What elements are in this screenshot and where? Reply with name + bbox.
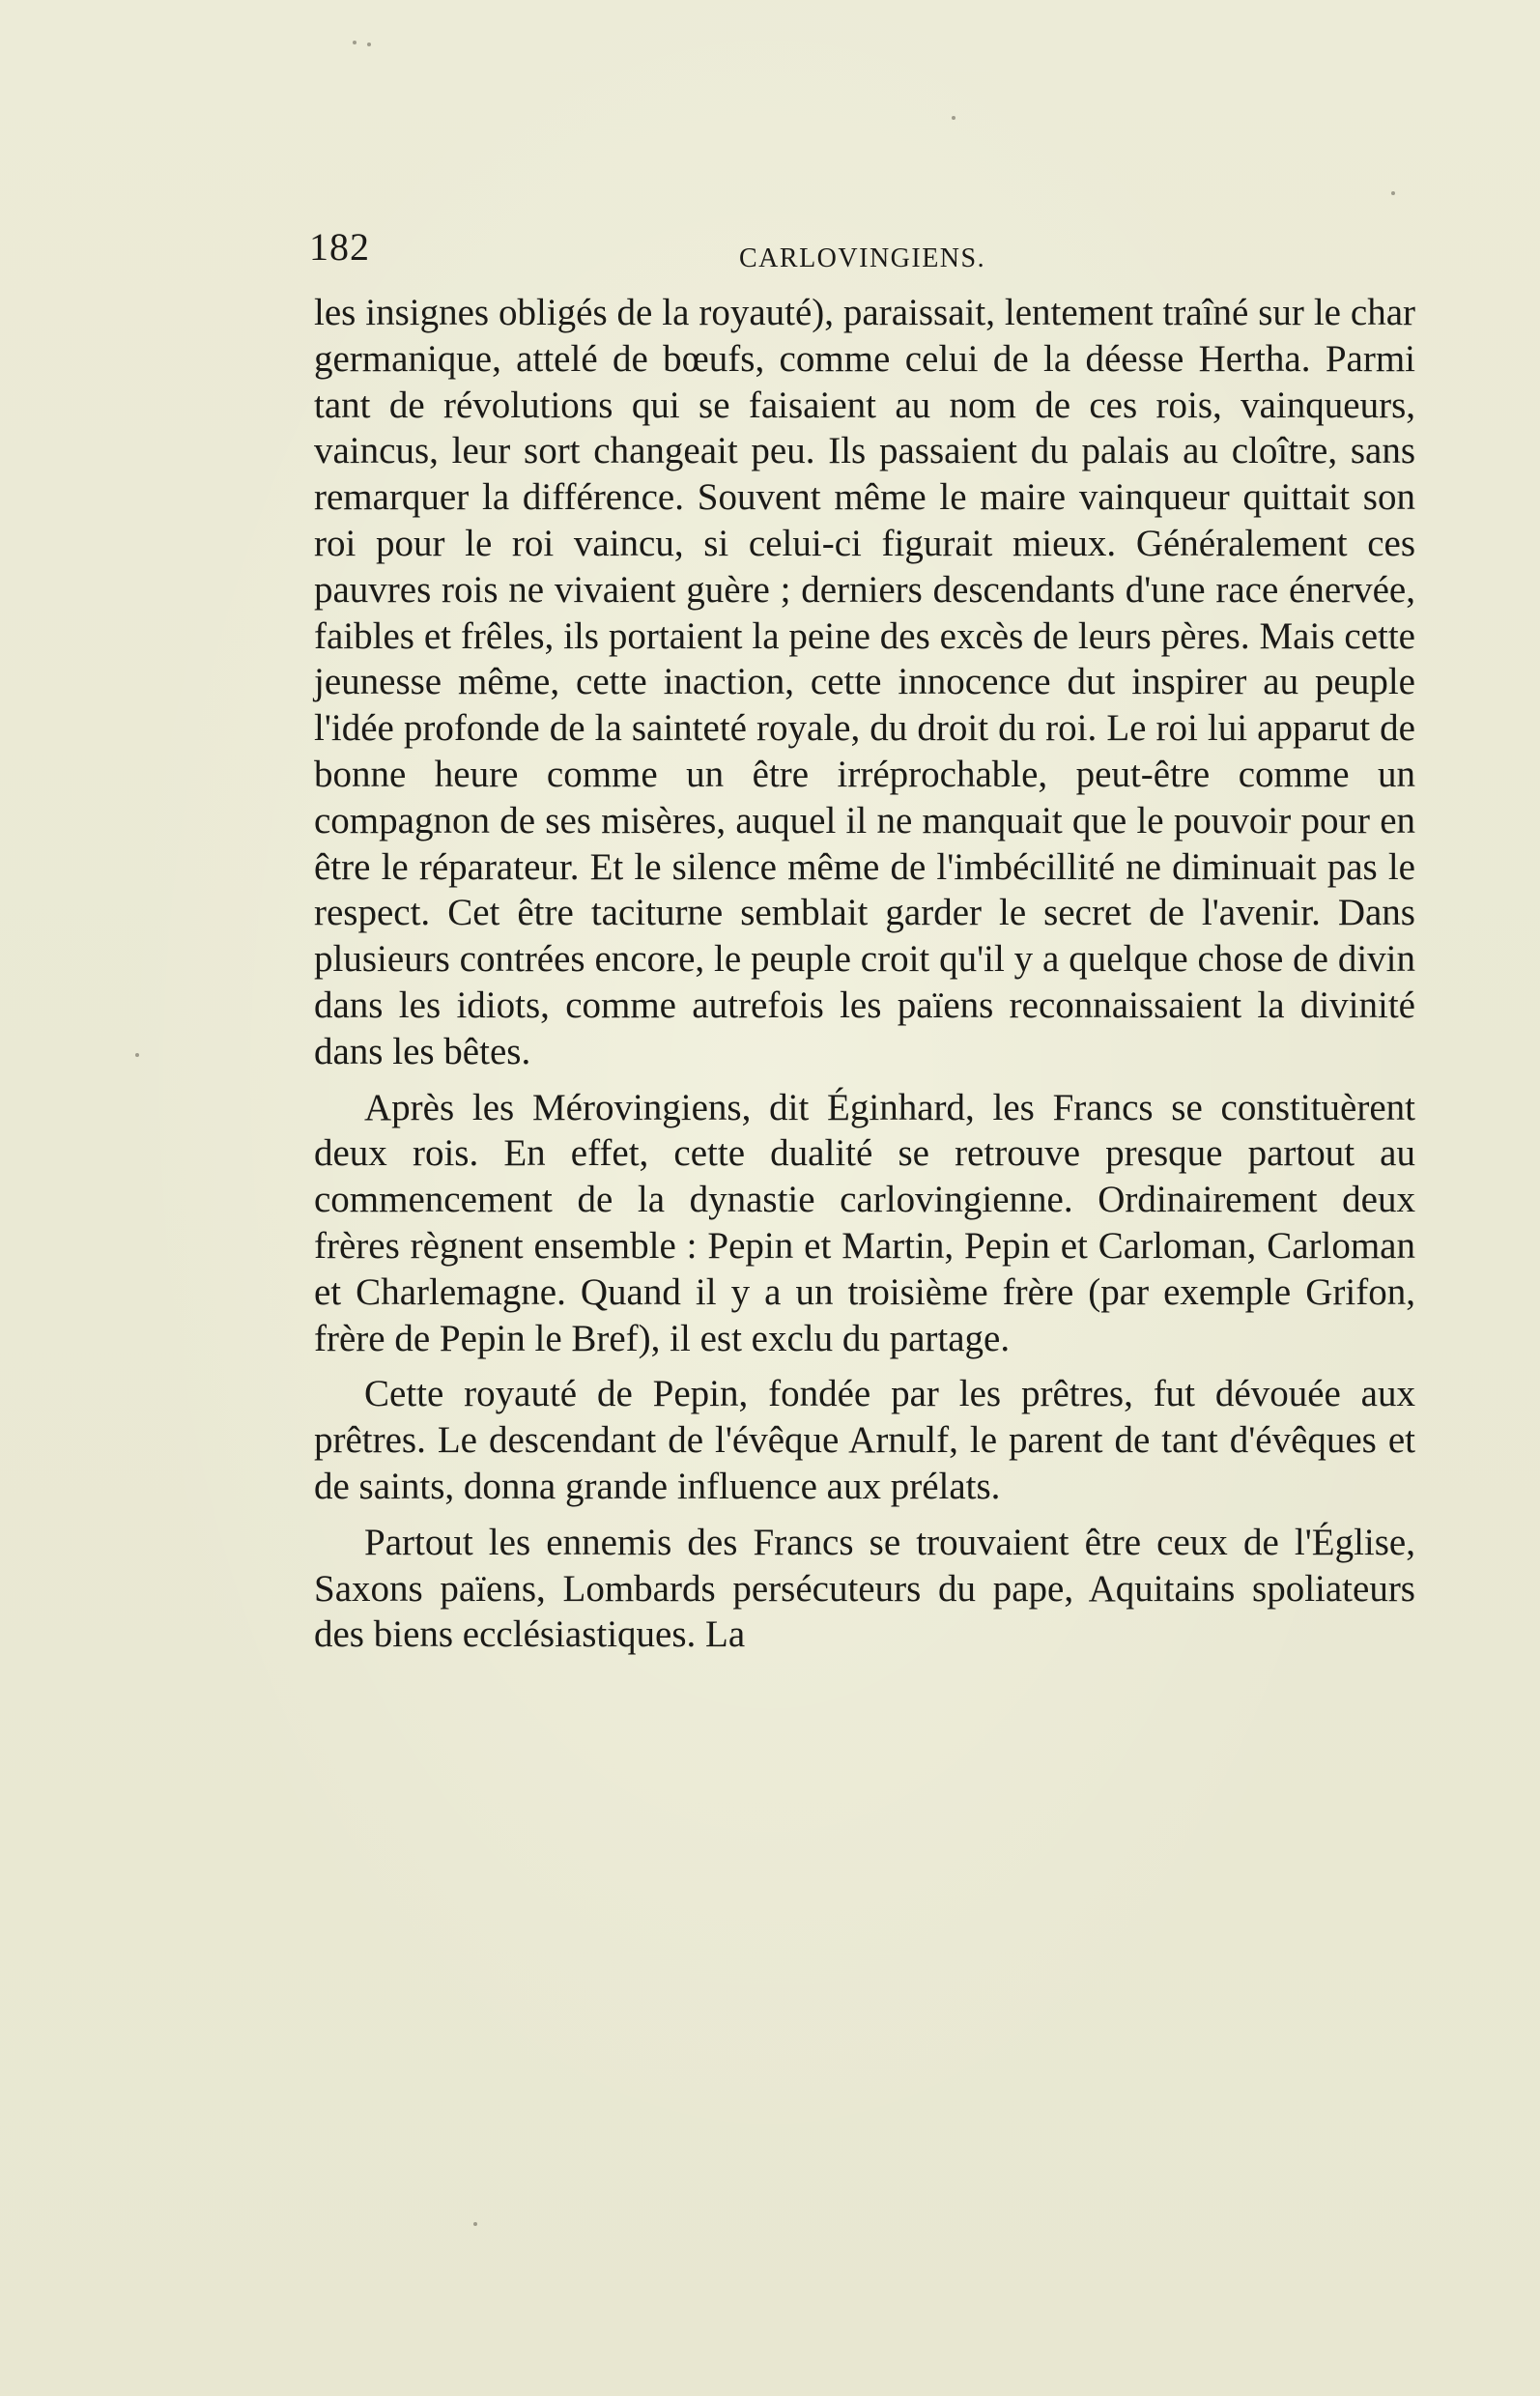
running-head: CARLOVINGIENS.	[739, 243, 986, 273]
paragraph: Après les Mérovingiens, dit Éginhard, les Francs se constituèrent deux rois. En effet, cette dualité se retrouve presque partout au commencement de la dynastie carlovingienne. Ordinairement deux frères règnent ensemble : Pepin et Martin, Pepin et Carloman, Carloman et Charlemagne. Quand il y a un troisième frère (par exemple Grifon, frère de Pepin le Bref), il est exclu du partage.	[314, 1086, 1415, 1359]
ink-speck	[353, 41, 356, 44]
paragraph: les insignes obligés de la royauté), paraissait, lentement traîné sur le char germanique, attelé de bœufs, comme celui de la déesse Hertha. Parmi tant de révolutions qui se faisaient au nom de ces rois, vainqueurs, vaincus, leur sort changeait peu. Ils passaient du palais au cloître, sans remarquer la différence. Souvent même le maire vainqueur quittait son roi pour le roi vaincu, si celui-ci figurait mieux. Généralement ces pauvres rois ne vivaient guère ; derniers descendants d'une race énervée, faibles et frêles, ils portaient la peine des excès de leurs pères. Mais cette jeunesse même, cette inaction, cette innocence dut inspirer au peuple l'idée profonde de la sainteté royale, du droit du roi. Le roi lui apparut de bonne heure comme un être irréprochable, peut-être comme un compagnon de ses misères, auquel il ne manquait que le pouvoir pour en être le réparateur. Et le silence même de l'imbécillité ne diminuait pas le respect. Cet être taciturne semblait garder le secret de l'avenir. Dans plusieurs contrées encore, le peuple croit qu'il y a quelque chose de divin dans les idiots, comme autrefois les païens reconnaissaient la divinité dans les bêtes.	[314, 292, 1415, 1072]
body-text	[314, 290, 1415, 1658]
page-number: 182	[309, 225, 370, 269]
page-header	[309, 224, 1420, 282]
paragraph: Partout les ennemis des Francs se trouvaient être ceux de l'Église, Saxons païens, Lombards persécuteurs du pape, Aquitains spoliateurs des biens ecclésiastiques. La	[314, 1521, 1415, 1656]
paragraph: Cette royauté de Pepin, fondée par les prêtres, fut dévouée aux prêtres. Le descendant de l'évêque Arnulf, le parent de tant d'évêques et de saints, donna grande influence aux prélats.	[314, 1373, 1415, 1507]
ink-speck	[952, 116, 955, 120]
ink-speck	[473, 2222, 477, 2226]
ink-speck	[367, 43, 371, 46]
ink-speck	[135, 1053, 139, 1057]
ink-speck	[1391, 191, 1395, 195]
